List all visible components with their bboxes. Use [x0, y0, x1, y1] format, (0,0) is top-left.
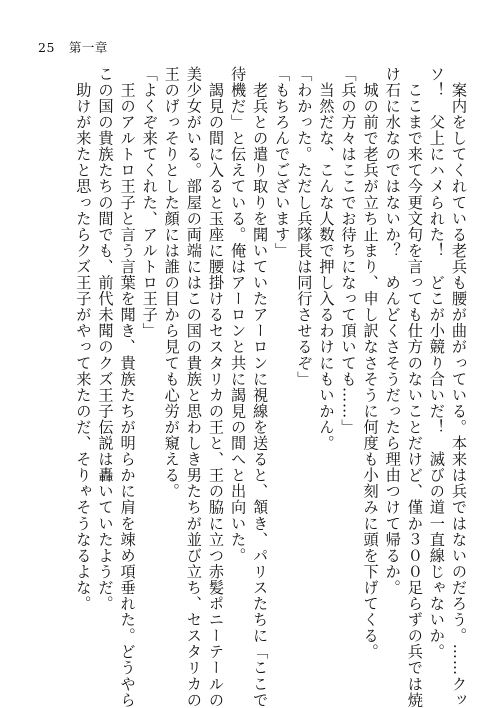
text-line: 老兵との遣り取りを聞いていたアーロンに視線を送ると、頷き、パリスたちに「ここで: [251, 66, 270, 708]
page-number: 25: [38, 40, 55, 55]
running-header: [38, 38, 108, 56]
chapter-title: 第一章: [68, 40, 108, 55]
text-line: 「兵の方々はここでお待ちになって頂いても……」: [339, 66, 358, 436]
text-line: け石に水なのではないか？ めんどくさそうだったら理由つけて帰るか。: [383, 66, 402, 596]
text-line: ここまで来て今更文句を言っても仕方のないことだけど、僅か３００足らずの兵では焼: [405, 66, 424, 708]
text-line: 王のアルトロ王子と言う言葉を聞き、貴族たちが明らかに肩を竦め項垂れた。どうやら: [118, 66, 137, 708]
text-line: 王のげっそりとした顔には誰の目から見ても心労が窺える。: [162, 66, 181, 500]
text-line: 謁見の間に入ると玉座に腰掛けるセスタリカの王と、王の脇に立つ赤髪ポニーテールの: [206, 66, 225, 708]
text-line: 助けが来たと思ったらクズ王子がやって来たのだ、そりゃそうなるよな。: [74, 66, 93, 612]
text-line: ソ！ 父上にハメられた！ どこが小競り合いだ！ 滅びの道一直線じゃないか。: [427, 66, 446, 660]
text-line: 城の前で老兵が立ち止まり、申し訳なさそうに何度も小刻みに頭を下げてくる。: [361, 66, 380, 660]
text-line: 美少女がいる。部屋の両端にはこの国の貴族と思わしき男たちが並び立ち、セスタリカの: [184, 66, 203, 708]
text-line: この国の貴族たちの間でも、前代未聞のクズ王子伝説は轟いていたようだ。: [96, 66, 115, 612]
text-line: 「もちろんでございます」: [273, 66, 292, 259]
text-line: 待機だ」と伝えている。俺はアーロンと共に謁見の間へと出向いた。: [229, 66, 248, 564]
text-line: 「わかった。ただし兵隊長は同行させるぞ」: [295, 66, 314, 387]
text-line: 「よくぞ来てくれた、アルトロ王子」: [140, 66, 159, 339]
vertical-body-text: [30, 66, 470, 708]
text-line: 当然だな、こんな人数で押し入るわけにもいかん。: [317, 66, 336, 452]
text-line: 案内をしてくれている老兵も腰が曲がっている。本来は兵ではないのだろう。……クッ: [450, 66, 468, 708]
